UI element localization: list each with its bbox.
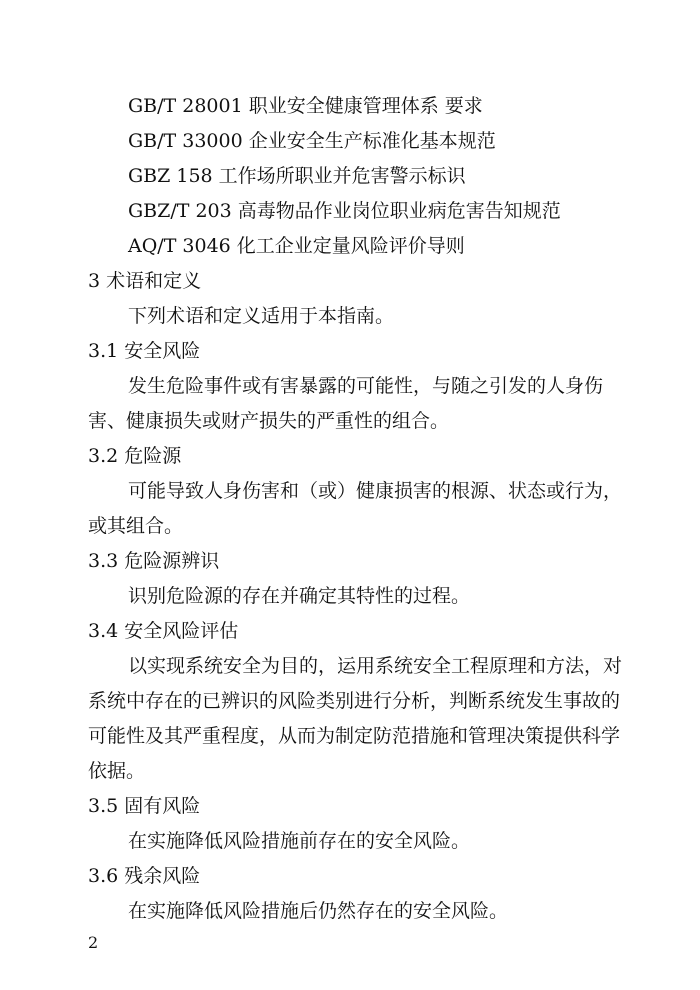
term-heading: 3.6 残余风险 [88,865,201,887]
term-heading: 3.3 危险源辨识 [88,550,220,572]
term-definition-line: 发生危险事件或有害暴露的可能性，与随之引发的人身伤 [128,375,604,397]
term-definition-line: 依据。 [88,760,146,782]
reference-item: GB/T 33000 企业安全生产标准化基本规范 [128,130,496,152]
section-heading: 3 术语和定义 [88,270,202,292]
reference-item: GB/T 28001 职业安全健康管理体系 要求 [128,95,483,117]
term-definition-line: 以实现系统安全为目的，运用系统安全工程原理和方法，对 [128,655,623,677]
term-heading: 3.5 固有风险 [88,795,201,817]
page-number: 2 [88,933,99,952]
term-definition-line: 系统中存在的已辨识的风险类别进行分析，判断系统发生事故的 [88,690,621,712]
reference-item: GBZ 158 工作场所职业并危害警示标识 [128,165,466,187]
reference-item: GBZ/T 203 高毒物品作业岗位职业病危害告知规范 [128,200,561,222]
term-definition-line: 害、健康损失或财产损失的严重性的组合。 [88,410,450,432]
term-definition-line: 在实施降低风险措施后仍然存在的安全风险。 [128,900,509,922]
term-heading: 3.4 安全风险评估 [88,620,239,642]
term-definition-line: 或其组合。 [88,515,184,537]
term-definition-line: 可能性及其严重程度，从而为制定防范措施和管理决策提供科学 [88,725,621,747]
reference-item: AQ/T 3046 化工企业定量风险评价导则 [128,235,465,257]
term-definition-line: 在实施降低风险措施前存在的安全风险。 [128,830,471,852]
section-intro: 下列术语和定义适用于本指南。 [128,305,395,327]
term-definition-line: 可能导致人身伤害和（或）健康损害的根源、状态或行为， [128,480,623,502]
term-heading: 3.2 危险源 [88,445,182,467]
term-heading: 3.1 安全风险 [88,340,201,362]
term-definition-line: 识别危险源的存在并确定其特性的过程。 [128,585,471,607]
